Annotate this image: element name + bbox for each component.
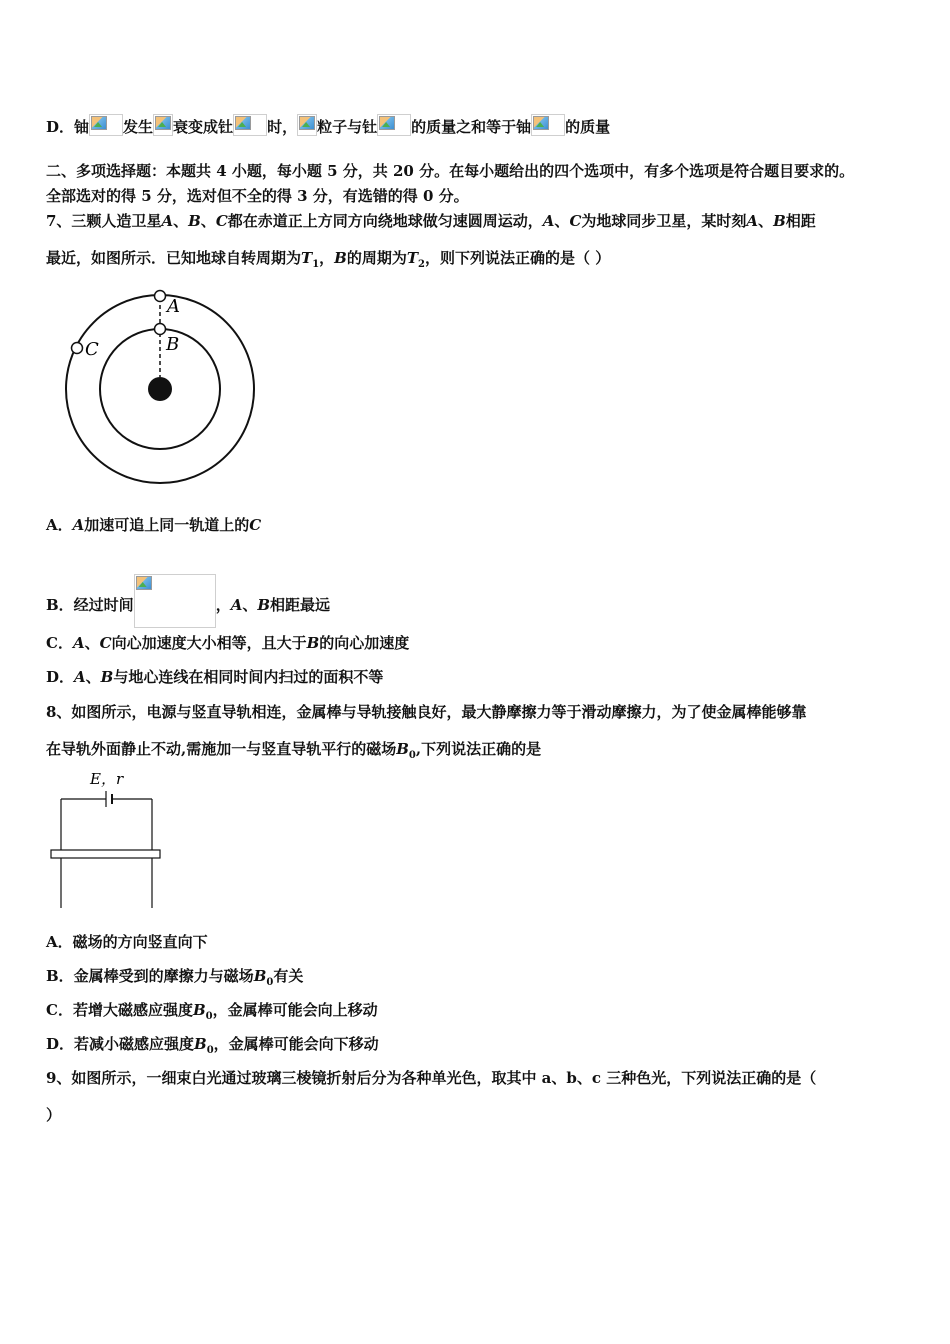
q8-option-c: C．若增大磁感应强度$B_0$，金属棒可能会向上移动 bbox=[46, 1001, 378, 1022]
section2-line1: 二、多项选择题：本题共 4 小题，每小题 5 分，共 20 分。在每小题给出的四个选项中，有多个选项是符合题目要求的。 bbox=[46, 162, 855, 180]
label-c: C bbox=[85, 339, 99, 360]
label-b: B bbox=[166, 334, 180, 355]
q9-stem-line2: ） bbox=[46, 1106, 62, 1124]
section2-line2: 全部选对的得 5 分，选对但不全的得 3 分，有选错的得 0 分。 bbox=[46, 187, 469, 205]
q7-option-a: A．A加速可追上同一轨道上的C bbox=[46, 516, 262, 534]
q8-option-a: A．磁场的方向竖直向下 bbox=[46, 933, 208, 951]
satellite-a bbox=[155, 291, 166, 302]
metal-rod bbox=[51, 850, 160, 858]
missing-image-icon bbox=[297, 114, 317, 136]
q8-option-b: B．金属棒受到的摩擦力与磁场$B_0$有关 bbox=[46, 967, 304, 988]
earth bbox=[148, 377, 172, 401]
q7-option-c: C．A、C向心加速度大小相等，且大于B的向心加速度 bbox=[46, 634, 410, 652]
q8-stem-line2: 在导轨外面静止不动,需施加一与竖直导轨平行的磁场$B_0$,下列说法正确的是 bbox=[46, 740, 542, 761]
q7-option-b: B．经过时间 ，A、B相距最远 bbox=[46, 574, 330, 628]
label-a: A bbox=[167, 296, 180, 317]
q7-stem-line1: 7、三颗人造卫星A、B、C都在赤道正上方同方向绕地球做匀速圆周运动，A、C为地球同步卫星，某时刻A、B相距 bbox=[46, 212, 816, 230]
missing-image-icon bbox=[531, 114, 565, 136]
satellite-b bbox=[155, 324, 166, 335]
option-label: D． bbox=[46, 118, 75, 136]
q8-stem-line1: 8、如图所示，电源与竖直导轨相连，金属棒与导轨接触良好，最大静摩擦力等于滑动摩擦力，为了使金属棒能够靠 bbox=[46, 703, 807, 721]
missing-image-icon bbox=[377, 114, 411, 136]
missing-image-icon bbox=[153, 114, 173, 136]
circuit-figure bbox=[44, 768, 174, 913]
orbit-figure bbox=[40, 284, 270, 494]
missing-image-icon bbox=[134, 574, 216, 628]
q8-option-d: D．若减小磁感应强度$B_0$，金属棒可能会向下移动 bbox=[46, 1035, 379, 1056]
q7-option-d: D．A、B与地心连线在相同时间内扫过的面积不等 bbox=[46, 668, 384, 686]
q9-stem-line1: 9、如图所示，一细束白光通过玻璃三棱镜折射后分为各种单光色，取其中 a、b、c 三种色光，下列说法正确的是（ bbox=[46, 1069, 817, 1087]
satellite-c bbox=[72, 343, 83, 354]
q7-stem-line2: 最近，如图所示．已知地球自转周期为$T_1$，B的周期为$T_2$，则下列说法正确的是（ ） bbox=[46, 249, 611, 270]
label-e-r: E，r bbox=[90, 770, 124, 788]
q6-option-d: D．铀 发生 衰变成钍 时， 粒子与钍 的质量之和等于铀 的质量 bbox=[46, 114, 610, 137]
missing-image-icon bbox=[89, 114, 123, 136]
missing-image-icon bbox=[233, 114, 267, 136]
